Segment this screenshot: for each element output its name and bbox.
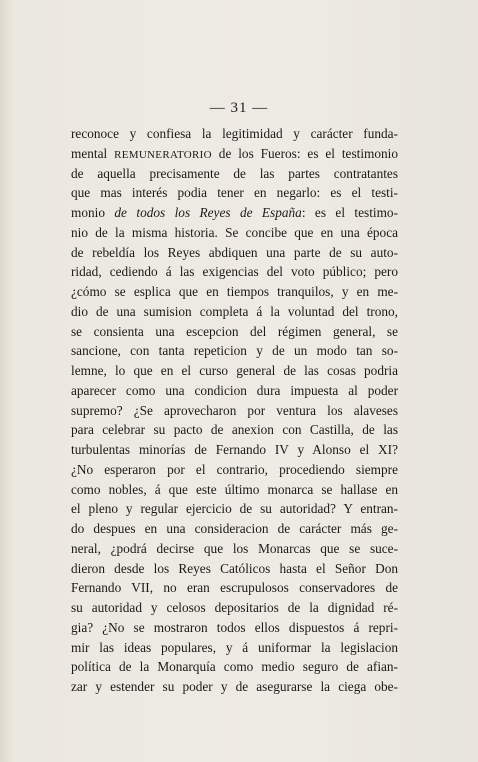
text-line (71, 282, 398, 302)
text-line (71, 144, 398, 164)
text-line (71, 262, 398, 282)
body-text (71, 124, 398, 697)
line-text: ¿No esperaron por el contrario, procediendo siempre (71, 461, 398, 477)
line-text: que mas interés podia tener en negarlo: es el testi- (71, 185, 398, 201)
line-text: aparecer como una condicion dura impuesta al poder (71, 382, 398, 398)
text-line (71, 559, 398, 579)
text-line (71, 657, 398, 677)
line-text: de rebeldía los Reyes abdiquen una parte de su auto- (71, 244, 398, 260)
line-text: ridad, cediendo á las exigencias del voto público; pero (71, 264, 398, 280)
line-text: do despues en una consideracion de carácter más ge- (71, 521, 398, 536)
text-line (71, 203, 398, 223)
text-line (71, 243, 398, 263)
line-text: lemne, lo que en el curso general de las cosas podria (71, 363, 398, 378)
line-text: el pleno y regular ejercicio de su autoridad? Y entran- (71, 501, 398, 517)
text-line (71, 420, 398, 440)
text-line (71, 480, 398, 500)
line-text: turbulentas minorías de Fernando IV y Alonso el XI? (71, 442, 398, 457)
text-line (71, 539, 398, 559)
text-line (71, 618, 398, 638)
line-text: como nobles, á que este último monarca se hallase en (71, 481, 398, 497)
line-text: de aquella precisamente de las partes contratantes (71, 165, 398, 181)
line-text: se consienta una escepcion del régimen general, se (71, 323, 398, 339)
text-line (71, 440, 398, 460)
text-line (71, 677, 398, 697)
line-text: nio de la misma historia. Se concibe que en una época (71, 224, 398, 240)
line-text: : es el testimo- (301, 205, 399, 220)
text-line (71, 638, 398, 658)
small-caps-text: REMUNERATORIO (114, 148, 212, 161)
text-line (71, 124, 398, 144)
line-text: reconoce y confiesa la legitimidad y carácter funda- (71, 126, 398, 141)
text-line (71, 341, 398, 361)
text-line (71, 223, 398, 243)
text-line (71, 401, 398, 421)
text-line (71, 361, 398, 381)
line-text: ¿cómo se esplica que en tiempos tranquilos, y en me- (71, 284, 398, 299)
line-text: Fernando VII, no eran escrupulosos conservadores de (71, 580, 398, 596)
text-line (71, 578, 398, 598)
italic-text: de todos los Reyes de España (114, 205, 302, 220)
line-text: su autoridad y celosos depositarios de la dignidad ré- (71, 600, 398, 615)
text-line (71, 381, 398, 401)
line-text: de los Fueros: es el testimonio (211, 145, 398, 161)
line-text: zar y estender su poder y de asegurarse la ciega obe- (71, 679, 398, 694)
line-text: monio (71, 205, 115, 220)
text-line (71, 499, 398, 519)
line-text: sancione, con tanta repeticion y de un modo tan so- (71, 343, 398, 359)
line-text: dio de una sumision completa á la voluntad del trono, (71, 303, 398, 319)
line-text: para celebrar su pacto de anexion con Castilla, de las (71, 422, 398, 438)
line-text: supremo? ¿Se aprovecharon por ventura los alaveses (71, 402, 398, 418)
line-text: mental (71, 145, 115, 161)
text-line (71, 598, 398, 618)
text-line (71, 460, 398, 480)
text-line (71, 322, 398, 342)
page-number: — 31 — (209, 100, 269, 116)
text-line (71, 302, 398, 322)
line-text: política de la Monarquía como medio seguro de afian- (71, 659, 398, 675)
text-line (71, 519, 398, 539)
line-text: dieron desde los Reyes Católicos hasta el Señor Don (71, 560, 398, 576)
text-line (71, 183, 398, 203)
line-text: neral, ¿podrá decirse que los Monarcas que se suce- (71, 540, 398, 556)
line-text: mir las ideas populares, y á uniformar la legislacion (71, 639, 398, 655)
text-line (71, 164, 398, 184)
line-text: gia? ¿No se mostraron todos ellos dispuestos á repri- (71, 619, 398, 635)
